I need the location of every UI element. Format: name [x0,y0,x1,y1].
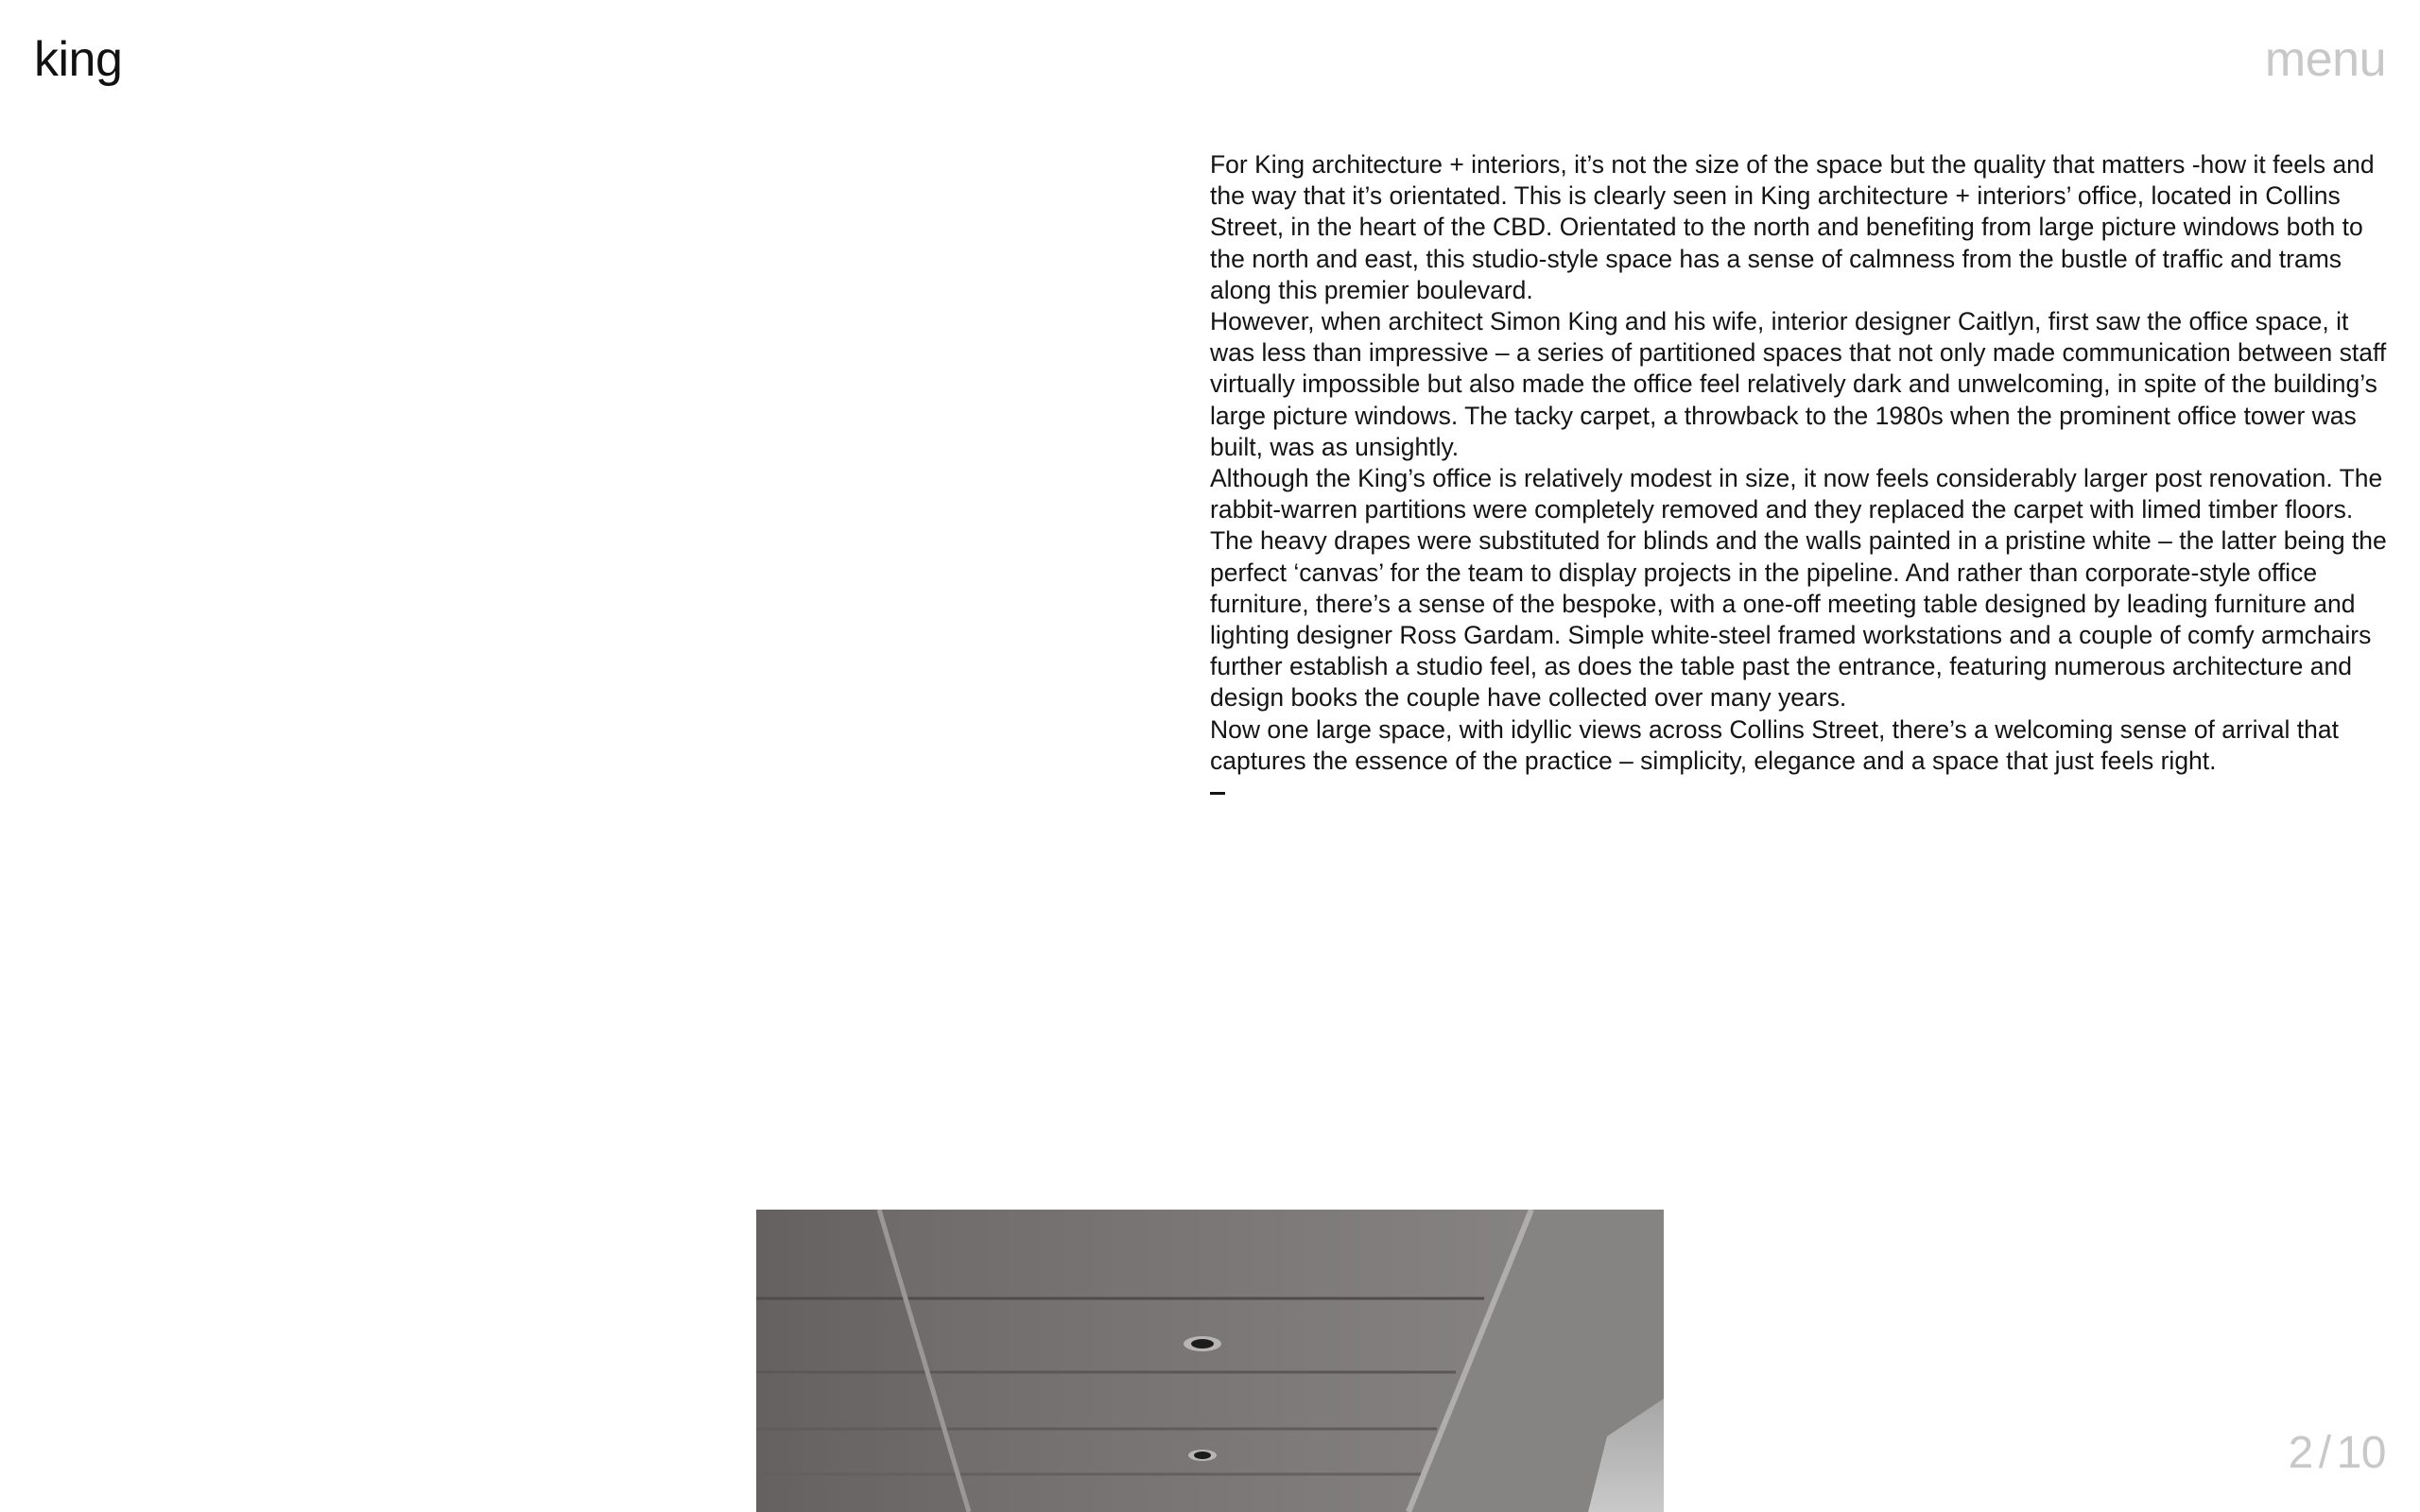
article-text [1210,149,2390,795]
logo-link[interactable]: king [34,32,123,87]
slide-counter [2289,1425,2386,1482]
article-paragraph-3: Although the King’s office is relatively modest in size, it now feels considerably larger post renovation. The rabbit-warren partitions were completely removed and they replaced the carpet with limed timber floors. The heavy drapes were substituted for blinds and the walls painted in a pristine white – the latter being the perfect ‘canvas’ for the team to display projects in the pipeline. And rather than corporate-style office furniture, there’s a sense of the bespoke, with a one-off meeting table designed by leading furniture and lighting designer Ross Gardam. Simple white-steel framed workstations and a couple of comfy armchairs further establish a studio feel, as does the table past the entrance, featuring numerous architecture and design books the couple have collected over many years. [1210,464,2387,713]
menu-button[interactable]: menu [2264,32,2386,87]
article-paragraph-1: For King architecture + interiors, it’s not the size of the space but the quality that matters -how it feels and the way that it’s orientated. This is clearly seen in King architecture + interiors’ office, located in Collins Street, in the heart of the CBD. Orientated to the north and benefiting from large picture windows both to the north and east, this studio-style space has a sense of calmness from the bustle of traffic and trams along this premier boulevard. [1210,150,2375,304]
article-paragraph-4: Now one large space, with idyllic views across Collins Street, there’s a welcoming sense of arrival that captures the essence of the practice – simplicity, elegance and a space that just feels right. [1210,714,2340,775]
slide-current: 2 [2288,1428,2313,1478]
slide-separator: / [2318,1428,2331,1478]
office-ceiling-photo[interactable] [756,1210,1664,1512]
article-paragraph-2: However, when architect Simon King and his wife, interior designer Caitlyn, first saw the office space, it was less than impressive – a series of partitioned spaces that not only made communication between staff virtually impossible but also made the office feel relatively dark and unwelcoming, in spite of the building’s large picture windows. The tacky carpet, a throwback to the 1980s when the prominent office tower was built, was as unsightly. [1210,307,2387,461]
slide-total: 10 [2336,1428,2386,1478]
end-dash [1210,792,1225,795]
office-ceiling-image [756,1210,1664,1512]
